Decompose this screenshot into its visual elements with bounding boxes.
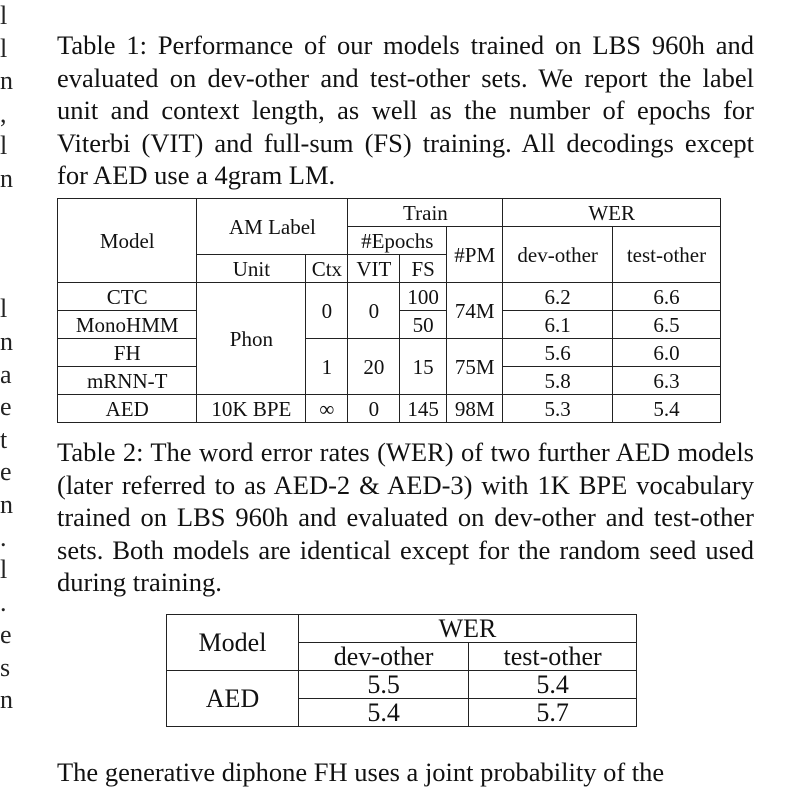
- header-ctx: Ctx: [306, 255, 348, 283]
- header-train: Train: [348, 199, 503, 227]
- margin-fragment: n: [0, 685, 13, 715]
- row-model: CTC: [58, 283, 197, 311]
- table1: [57, 198, 721, 423]
- margin-fragment: n: [0, 163, 13, 193]
- row-model: mRNN-T: [58, 367, 197, 395]
- cell-dev: 6.1: [503, 311, 613, 339]
- cell-dev: 6.2: [503, 283, 613, 311]
- cell-dev: 5.5: [299, 671, 469, 699]
- header-wer: WER: [299, 615, 637, 643]
- header-test-other: test-other: [469, 643, 637, 671]
- cell-vit: 20: [348, 339, 400, 395]
- margin-fragment: e: [0, 457, 12, 487]
- cell-dev: 5.4: [299, 699, 469, 727]
- margin-fragment: [0, 196, 14, 229]
- table2-caption: Table 2: The word error rates (WER) of two further AED models (later referred to as AED-2 & AED-3) with 1K BPE vocabulary trained on LBS 960h and evaluated on dev-other and test-other sets. Both models are identical except for the random seed used during training.: [57, 437, 754, 597]
- header-wer: WER: [503, 199, 721, 227]
- cell-test: 5.4: [469, 671, 637, 699]
- margin-fragment: l: [0, 33, 8, 63]
- cell-fs: 145: [400, 395, 447, 423]
- header-pm: #PM: [447, 227, 503, 283]
- table1-caption: Table 1: Performance of our models trained on LBS 960h and evaluated on dev-other and test-other sets. We report the label unit and context length, as well as the number of epochs for Viterbi (VIT) and full-sum (FS) training. All decodings except for AED use a 4gram LM.: [57, 30, 754, 190]
- cell-test: 5.4: [612, 395, 720, 423]
- cell-pm: 75M: [447, 339, 503, 395]
- cell-ctx: 1: [306, 339, 348, 395]
- left-column-fragments: [0, 0, 14, 717]
- margin-fragment: .: [0, 522, 7, 552]
- margin-fragment: n: [0, 66, 13, 96]
- cell-model: AED: [167, 671, 299, 727]
- cell-vit: 0: [348, 283, 400, 339]
- margin-fragment: e: [0, 620, 12, 650]
- cell-dev: 5.3: [503, 395, 613, 423]
- header-fs: FS: [400, 255, 447, 283]
- header-dev-other: dev-other: [503, 227, 613, 283]
- margin-fragment: t: [0, 424, 8, 454]
- body-text-fragment: The generative diphone FH uses a joint probability of the: [57, 757, 665, 787]
- margin-fragment: e: [0, 392, 12, 422]
- header-dev-other: dev-other: [299, 643, 469, 671]
- row-model: MonoHMM: [58, 311, 197, 339]
- margin-fragment: [0, 228, 14, 261]
- cell-pm: 98M: [447, 395, 503, 423]
- cell-fs: 50: [400, 311, 447, 339]
- cell-dev: 5.8: [503, 367, 613, 395]
- header-am-label: AM Label: [197, 199, 348, 255]
- margin-fragment: ,: [0, 98, 7, 128]
- margin-fragment: l: [0, 131, 8, 161]
- cell-dev: 5.6: [503, 339, 613, 367]
- cell-test: 6.6: [612, 283, 720, 311]
- header-vit: VIT: [348, 255, 400, 283]
- cell-pm: 74M: [447, 283, 503, 339]
- cell-test: 6.3: [612, 367, 720, 395]
- margin-fragment: l: [0, 555, 8, 585]
- margin-fragment: a: [0, 359, 12, 389]
- margin-fragment: n: [0, 489, 13, 519]
- row-model: AED: [58, 395, 197, 423]
- margin-fragment: l: [0, 1, 8, 30]
- cell-unit-phon: Phon: [197, 283, 306, 395]
- header-epochs: #Epochs: [348, 227, 447, 255]
- cell-test: 5.7: [469, 699, 637, 727]
- cell-ctx: 0: [306, 283, 348, 339]
- header-model: Model: [167, 615, 299, 671]
- cell-fs: 100: [400, 283, 447, 311]
- header-test-other: test-other: [612, 227, 720, 283]
- cell-test: 6.5: [612, 311, 720, 339]
- margin-fragment: l: [0, 294, 8, 324]
- margin-fragment: .: [0, 587, 7, 617]
- row-model: FH: [58, 339, 197, 367]
- margin-fragment: s: [0, 652, 11, 682]
- header-model: Model: [58, 199, 197, 283]
- margin-fragment: [0, 261, 14, 294]
- cell-test: 6.0: [612, 339, 720, 367]
- cell-fs: 15: [400, 339, 447, 395]
- header-unit: Unit: [197, 255, 306, 283]
- cell-unit: 10K BPE: [197, 395, 306, 423]
- cell-ctx: ∞: [306, 395, 348, 423]
- table2: [166, 614, 637, 727]
- cell-vit: 0: [348, 395, 400, 423]
- margin-fragment: n: [0, 326, 13, 356]
